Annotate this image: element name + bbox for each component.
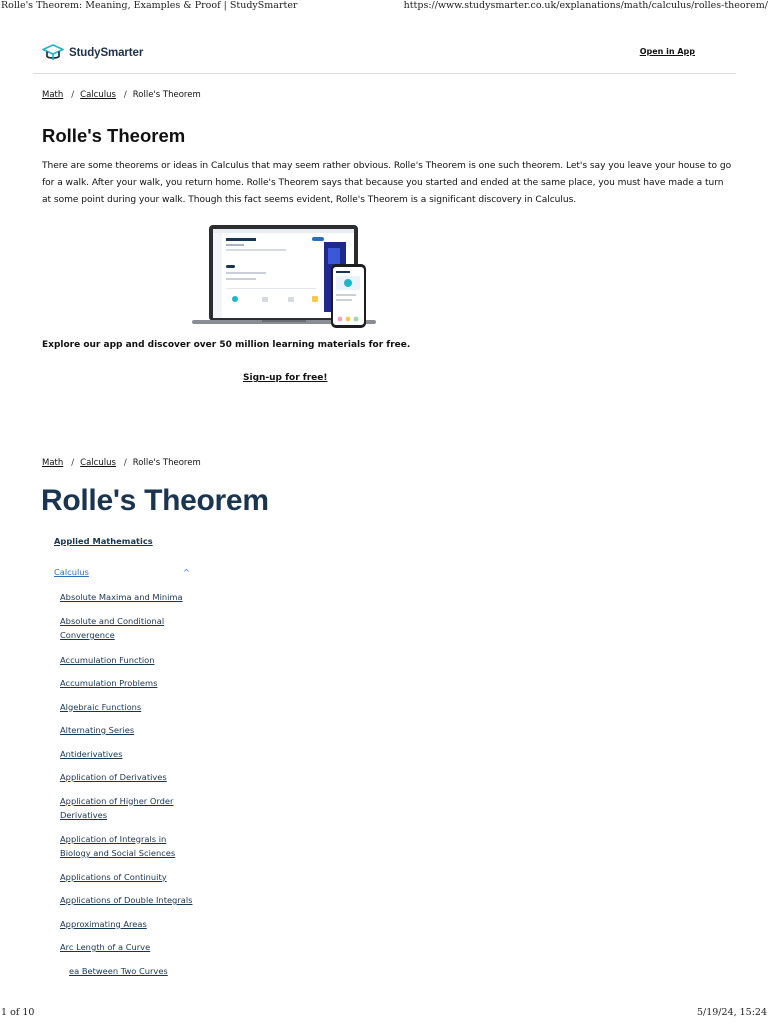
nav-topic-label: Accumulation Problems bbox=[60, 678, 158, 688]
nav-applied-mathematics[interactable]: Applied Mathematics bbox=[54, 536, 153, 546]
nav-topic-item[interactable] bbox=[60, 940, 185, 955]
nav-topic-label: Arc Length of a Curve bbox=[60, 942, 151, 952]
nav-topic-label: Applications of Double Integrals bbox=[60, 895, 193, 905]
nav-topic-label: Accumulation Function bbox=[60, 654, 155, 665]
breadcrumb-current: Rolle's Theorem bbox=[132, 90, 201, 100]
nav-topic-item[interactable] bbox=[60, 870, 185, 885]
breadcrumb-math[interactable]: Math bbox=[42, 458, 64, 468]
nav-topic-label: ea Between Two Curves bbox=[69, 965, 168, 976]
nav-topic-item[interactable] bbox=[60, 832, 185, 861]
nav-calculus-label: Calculus bbox=[54, 567, 89, 577]
nav-topic-item[interactable] bbox=[60, 590, 185, 605]
nav-topic-item[interactable] bbox=[60, 964, 185, 979]
breadcrumb-current: Rolle's Theorem bbox=[132, 458, 201, 468]
breadcrumb-separator: / bbox=[123, 458, 127, 468]
print-datetime: 5/19/24, 15:24 bbox=[696, 1007, 767, 1018]
print-page-number: 1 of 10 bbox=[1, 1007, 35, 1018]
page-title: Rolle's Theorem bbox=[42, 125, 186, 146]
site-header bbox=[33, 40, 736, 74]
nav-topic-label: Absolute and Conditional Convergence bbox=[60, 615, 165, 640]
nav-topic-label: Application of Derivatives bbox=[60, 772, 167, 782]
print-page-url: https://www.studysmarter.co.uk/explanations/math/calculus/rolles-theorem/ bbox=[403, 0, 768, 11]
nav-topic-label: Algebraic Functions bbox=[60, 701, 142, 712]
explore-app-text: Explore our app and discover over 50 million learning materials for free. bbox=[42, 340, 411, 350]
nav-topic-item[interactable] bbox=[60, 747, 185, 762]
nav-topic-item[interactable] bbox=[60, 700, 185, 715]
breadcrumb bbox=[42, 90, 201, 100]
studysmarter-logo[interactable] bbox=[42, 43, 143, 63]
nav-topic-item[interactable] bbox=[60, 770, 185, 785]
breadcrumb-calculus[interactable]: Calculus bbox=[80, 90, 116, 100]
open-in-app-link[interactable]: Open in App bbox=[639, 47, 695, 56]
signup-link[interactable]: Sign-up for free! bbox=[243, 373, 328, 383]
nav-topic-item[interactable] bbox=[60, 653, 185, 668]
article-breadcrumb bbox=[42, 458, 201, 468]
nav-topic-label: Alternating Series bbox=[60, 725, 135, 735]
nav-calculus-toggle[interactable] bbox=[54, 567, 190, 577]
nav-topic-label: Antiderivatives bbox=[60, 748, 123, 759]
nav-topic-item[interactable] bbox=[60, 723, 185, 738]
calculus-topic-list bbox=[60, 590, 193, 978]
nav-topic-label: Application of Integrals in Biology and Social Sciences bbox=[60, 833, 176, 858]
app-promo-image bbox=[192, 222, 376, 330]
print-footer bbox=[0, 1007, 768, 1019]
print-header bbox=[0, 0, 768, 12]
nav-topic-label: Approximating Areas bbox=[60, 918, 147, 929]
intro-paragraph: There are some theorems or ideas in Calculus that may seem rather obvious. Rolle's Theorem is one such theorem. Let's say you leave your house to go for a walk. After your walk, you return home. Rolle's Theorem says that because you started and ended at the same place, you must have made a turn at some point during your walk. Though this fact seems evident, Rolle's Theorem is a significant discovery in Calculus. bbox=[42, 161, 732, 205]
nav-topic-item[interactable] bbox=[60, 614, 185, 643]
graduation-cap-icon bbox=[42, 43, 64, 63]
breadcrumb-math[interactable]: Math bbox=[42, 90, 64, 100]
chevron-up-icon: ^ bbox=[183, 567, 190, 577]
breadcrumb-separator: / bbox=[71, 90, 75, 100]
nav-topic-item[interactable] bbox=[60, 917, 185, 932]
logo-text: StudySmarter bbox=[69, 47, 144, 59]
nav-topic-item[interactable] bbox=[60, 794, 185, 823]
nav-topic-item[interactable] bbox=[60, 676, 185, 691]
article-title: Rolle's Theorem bbox=[41, 484, 269, 517]
breadcrumb-calculus[interactable]: Calculus bbox=[80, 458, 116, 468]
print-page-title: Rolle's Theorem: Meaning, Examples & Proof | StudySmarter bbox=[1, 0, 298, 11]
nav-topic-item[interactable] bbox=[60, 893, 210, 908]
breadcrumb-separator: / bbox=[123, 90, 127, 100]
nav-topic-label: Application of Higher Order Derivatives bbox=[60, 795, 174, 820]
nav-topic-label: Absolute Maxima and Minima bbox=[60, 592, 183, 602]
breadcrumb-separator: / bbox=[71, 458, 75, 468]
nav-topic-label: Applications of Continuity bbox=[60, 871, 167, 882]
